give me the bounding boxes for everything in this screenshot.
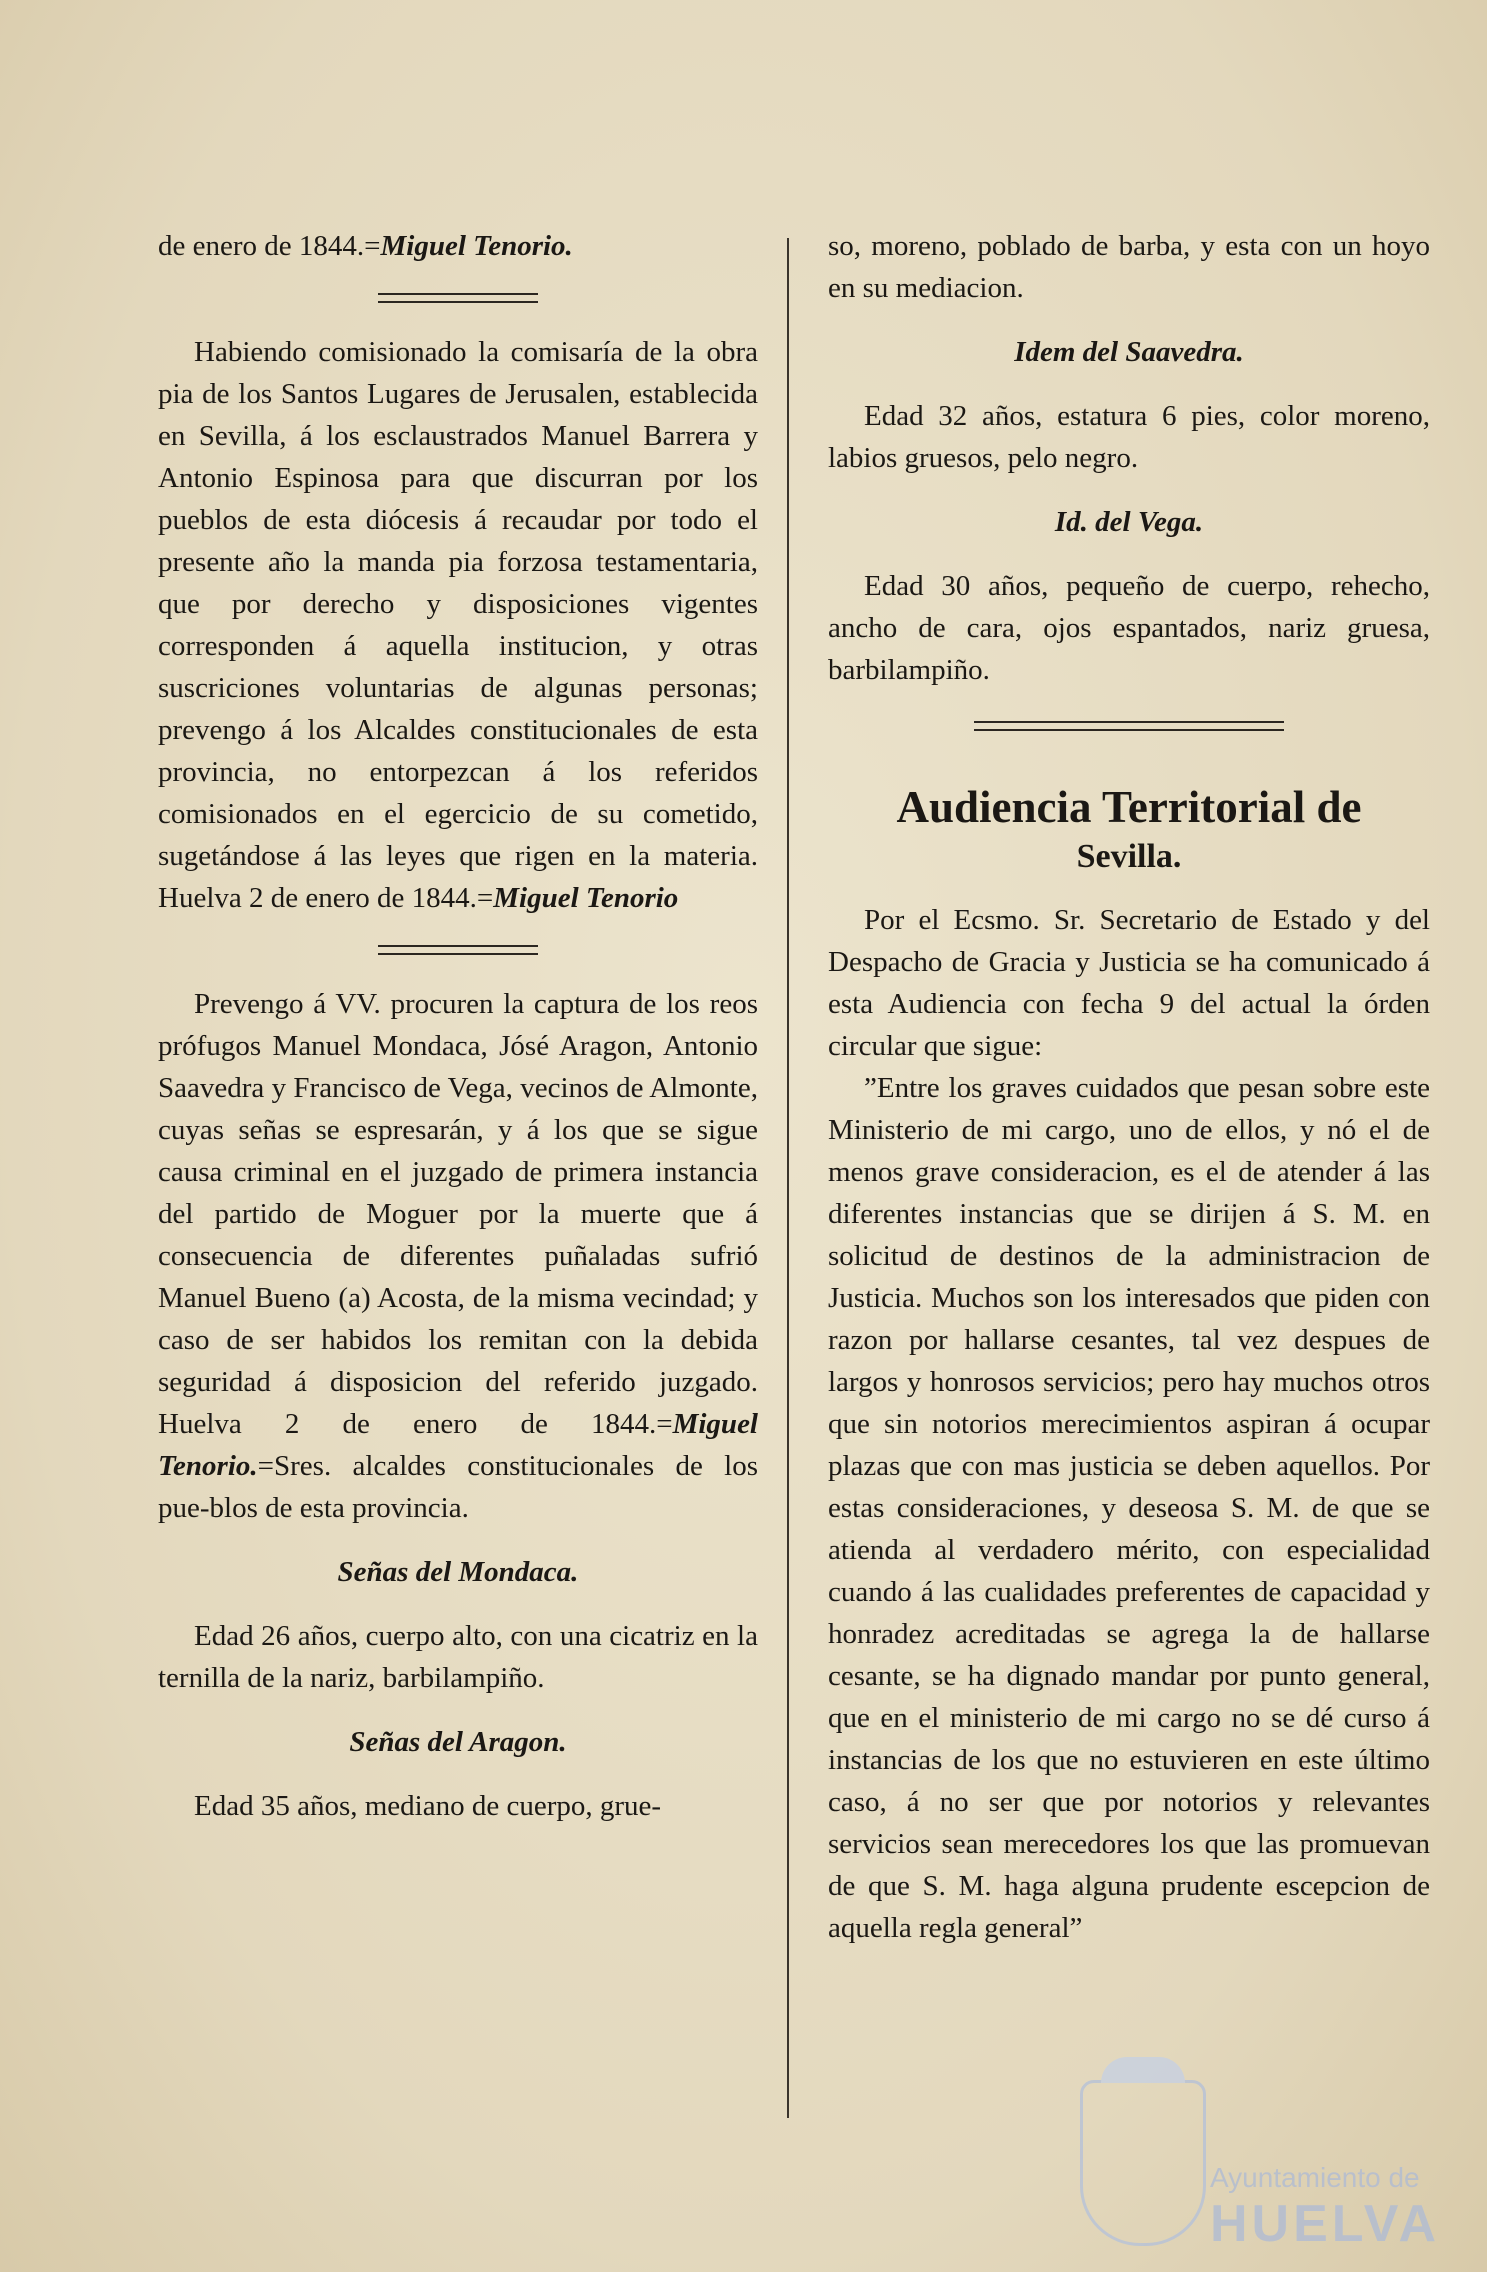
description-aragon-continued: so, moreno, poblado de barba, y esta con un hoyo en su mediacion. — [828, 230, 1430, 304]
notice-paragraph-captura — [158, 983, 758, 1529]
description-saavedra: Edad 32 años, estatura 6 pies, color moreno, labios gruesos, pelo negro. — [828, 400, 1430, 474]
column-divider — [787, 238, 789, 2118]
section-subheading: Sevilla. — [1076, 838, 1182, 875]
huelva-crest-icon — [1080, 2080, 1206, 2246]
circular-intro-paragraph: Por el Ecsmo. Sr. Secretario de Estado y del Despacho de Gracia y Justicia se ha comunicado á esta Audiencia con fecha 9 del actual la órden circular que sigue: — [828, 904, 1430, 1062]
left-column — [158, 225, 758, 1827]
subheading-vega: Id. del Vega. — [1054, 506, 1204, 538]
section-divider — [158, 267, 758, 331]
signature: Miguel Tenorio. — [380, 230, 573, 262]
description-aragon: Edad 35 años, mediano de cuerpo, grue- — [194, 1790, 662, 1822]
section-divider — [158, 919, 758, 983]
watermark-line2: HUELVA — [1210, 2195, 1441, 2253]
signature: Miguel Tenorio — [493, 882, 679, 914]
signature: Miguel Tenorio. — [158, 1408, 758, 1482]
description-mondaca: Edad 26 años, cuerpo alto, con una cicatriz en la ternilla de la nariz, barbilampiño. — [158, 1620, 758, 1694]
notice-tail: =Sres. alcaldes constitucionales de los pue-blos de esta provincia. — [158, 1450, 758, 1524]
subheading-mondaca: Señas del Mondaca. — [337, 1556, 579, 1588]
dateline-text: de enero de 1844.= — [158, 230, 381, 262]
subheading-saavedra: Idem del Saavedra. — [1014, 336, 1244, 368]
notice-text: Habiendo comisionado la comisaría de la obra pia de los Santos Lugares de Jerusalen, establecida en Sevilla, á los esclaustrados Manuel Barrera y Antonio Espinosa para que discurran por los pueblos de esta diócesis á recaudar por todo el presente año la manda pia forzosa testamentaria, que por derecho y disposiciones vigentes corresponden á aquella institucion, y otras suscriciones voluntarias de algunas personas; prevengo á los Alcaldes constitucionales de esta provincia, no entorpezcan á los referidos comisionados en el egercicio de su cometido, sugetándose á las leyes que rigen en la materia. Huelva 2 de enero de 1844.= — [158, 336, 758, 914]
notice-paragraph-santos-lugares — [158, 331, 758, 919]
watermark-line1: Ayuntamiento de — [1210, 2162, 1420, 2193]
subheading-aragon: Señas del Aragon. — [349, 1726, 567, 1758]
watermark — [1080, 2060, 1441, 2260]
section-divider — [828, 691, 1430, 755]
right-column — [828, 225, 1430, 1949]
notice-text: Prevengo á VV. procuren la captura de los reos prófugos Manuel Mondaca, Jósé Aragon, Antonio Saavedra y Francisco de Vega, vecinos de Almonte, cuyas señas se espresarán, y á los que se sigue causa criminal en el juzgado de primera instancia del partido de Moguer por la muerte que á consecuencia de diferentes puñaladas sufrió Manuel Bueno (a) Acosta, de la misma vecindad; y caso de ser habidos los remitan con la debida seguridad á disposicion del referido juzgado. Huelva 2 de enero de 1844.= — [158, 988, 758, 1440]
section-heading: Audiencia Territorial de — [896, 782, 1362, 832]
circular-quote-paragraph: ”Entre los graves cuidados que pesan sobre este Ministerio de mi cargo, uno de ellos, y nó el de menos grave consideracion, es el de atender á las diferentes instancias que se dirijen á S. M. en solicitud de destinos de la administracion de Justicia. Muchos son los interesados que piden con razon por hallarse cesantes, tal vez despues de largos y honrosos servicios; pero hay muchos otros que sin notorios merecimientos aspiran á ocupar plazas que con mas justicia se deben aquellos. Por estas consideraciones, y deseosa S. M. de que se atienda al verdadero mérito, con especialidad cuando á las cualidades preferentes de capacidad y honradez acreditadas se agrega la de hallarse cesante, se ha dignado mandar por punto general, que en el ministerio de mi cargo no se dé curso á instancias de los que no estuvieren en este último caso, á no ser que por notorios y relevantes servicios sean merecedores los que las promuevan de que S. M. haga alguna prudente escepcion de aquella regla general” — [828, 1072, 1430, 1944]
dateline-paragraph — [158, 225, 758, 267]
description-vega: Edad 30 años, pequeño de cuerpo, rehecho, ancho de cara, ojos espantados, nariz gruesa, barbilampiño. — [828, 570, 1430, 686]
